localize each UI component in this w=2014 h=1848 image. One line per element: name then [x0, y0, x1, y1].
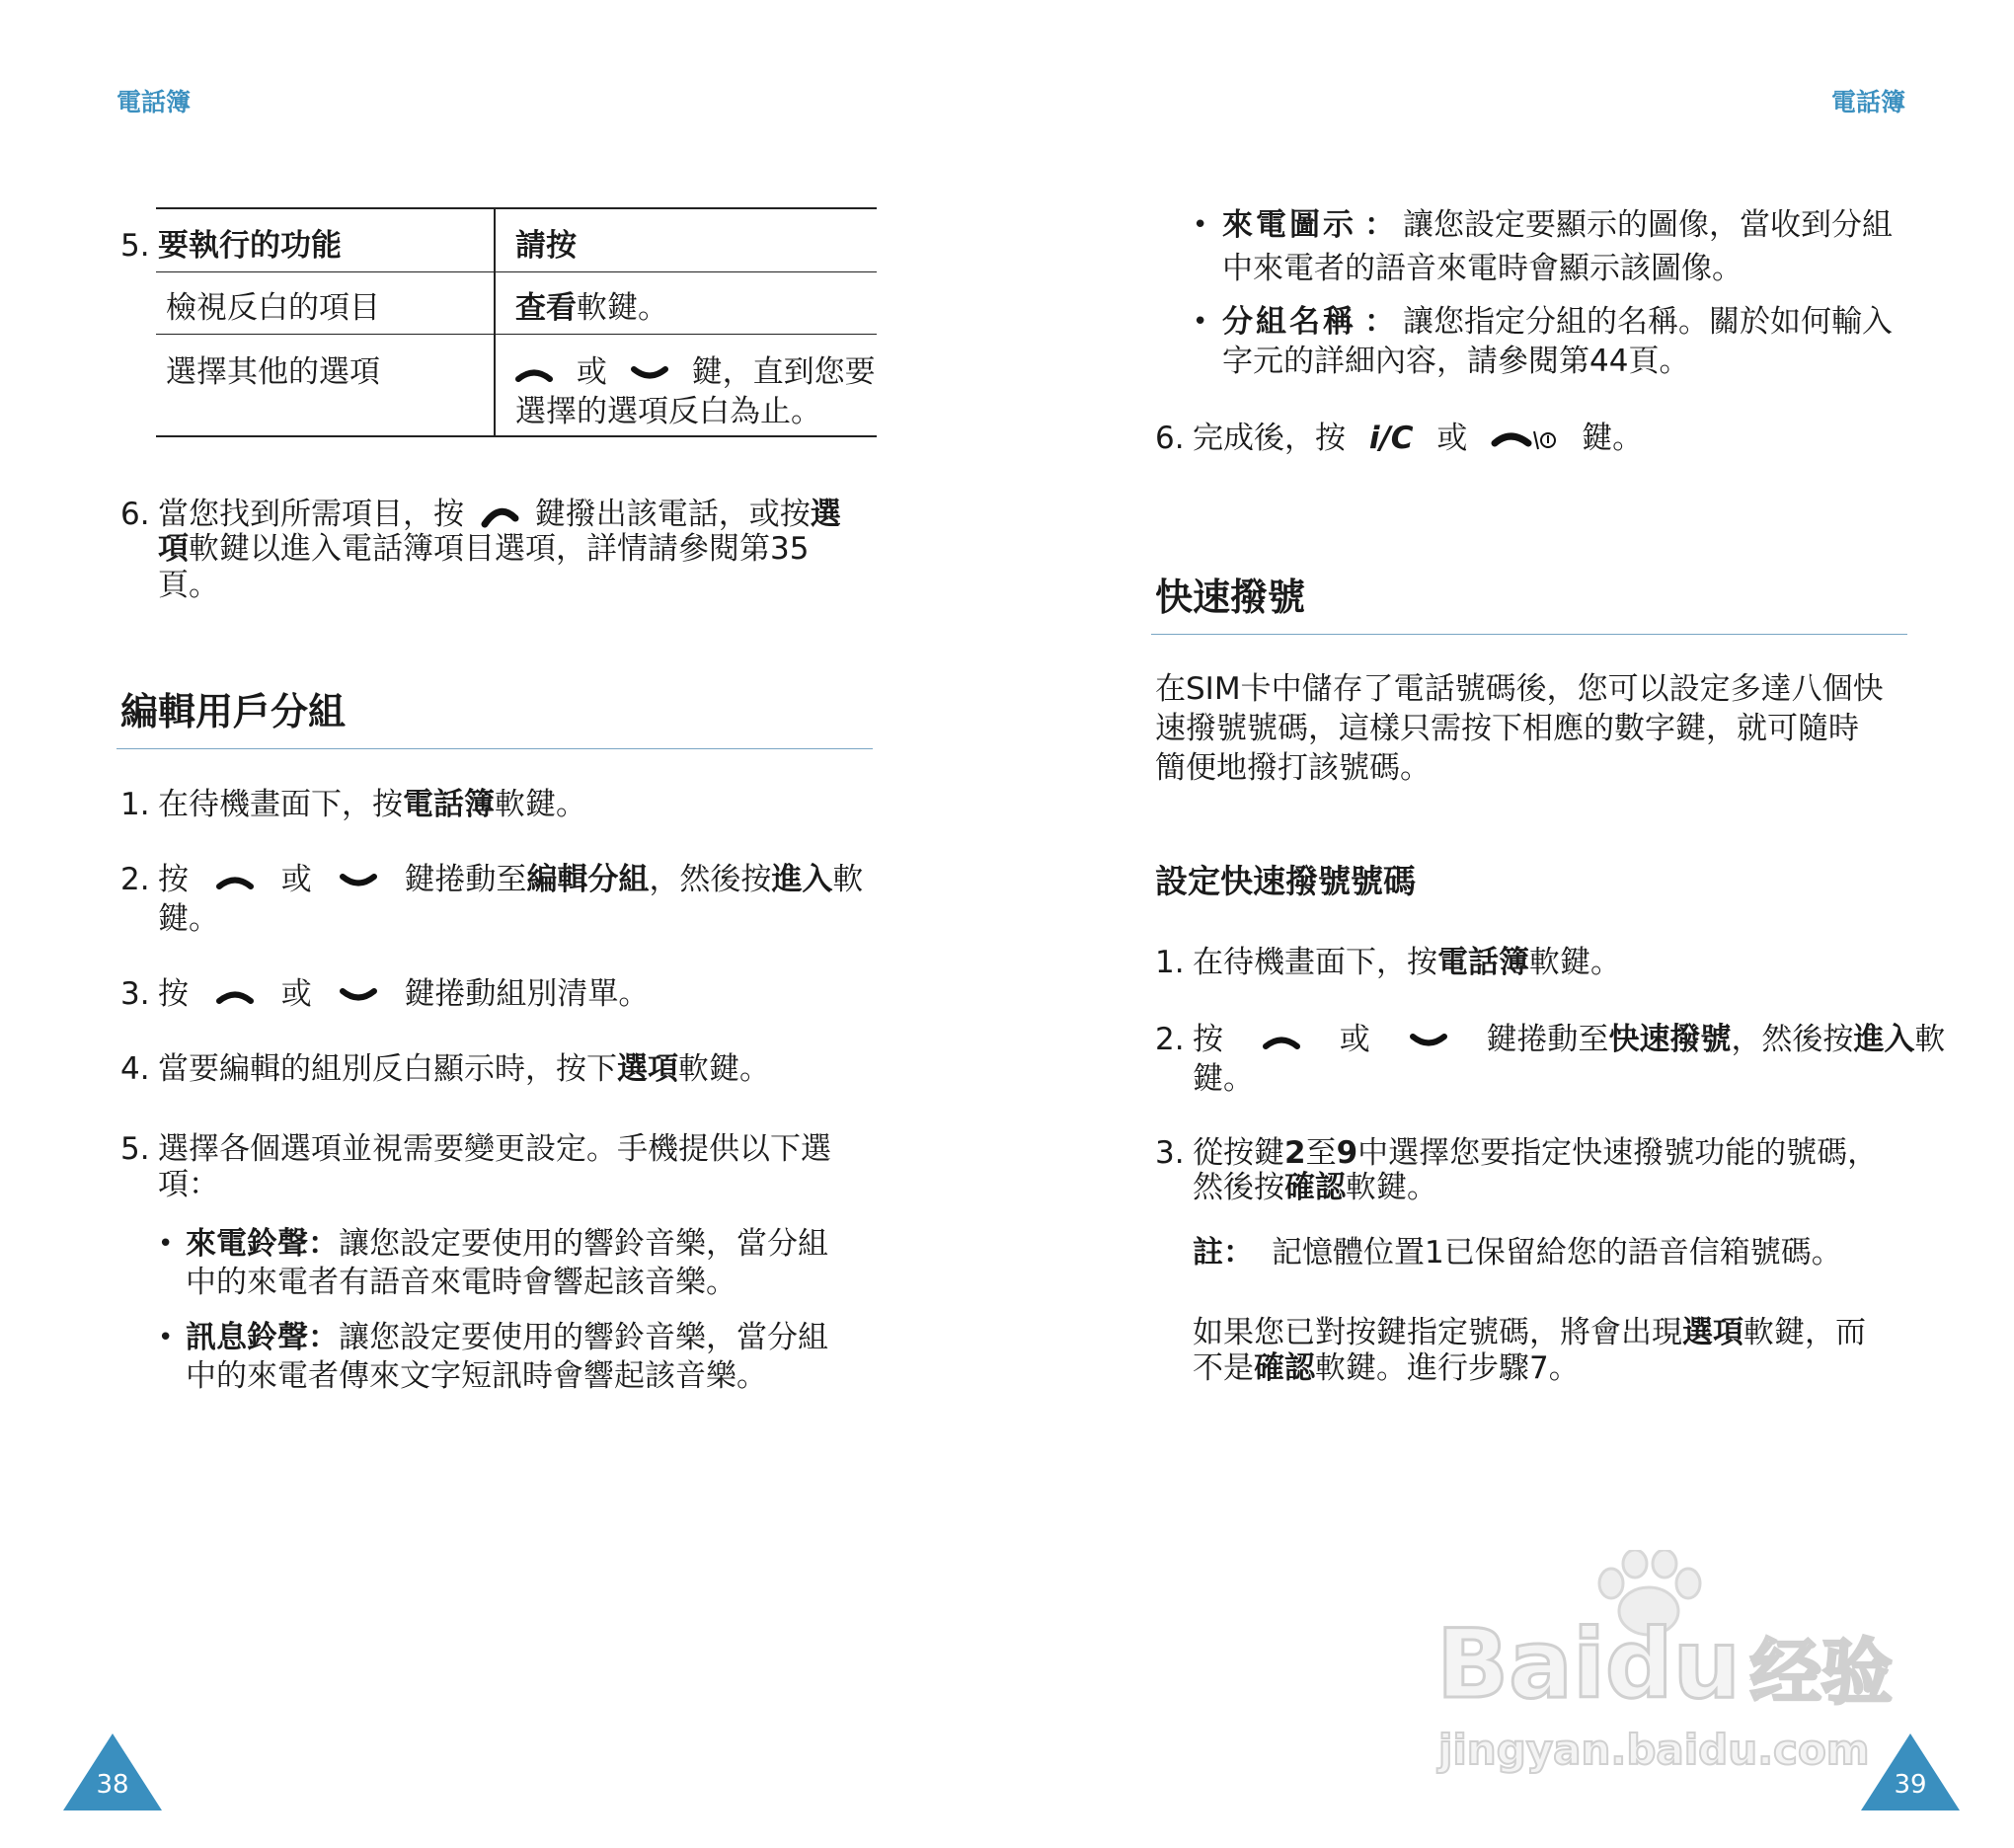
baidu-watermark: [1436, 1550, 1910, 1797]
speed-dial-intro-line1: 在SIM卡中儲存了電話號碼後，您可以設定多達八個快: [1155, 671, 1884, 707]
speed-step2-line1: 按 或 鍵捲動至快速撥號，然後按進入軟: [1193, 1022, 1946, 1057]
step-number: 3.: [1155, 1135, 1185, 1171]
bullet-message-tone-line2: 中的來電者傳來文字短訊時會響起該音樂。: [186, 1358, 767, 1394]
bullet-dot: •: [158, 1229, 174, 1259]
speed-step3-line2: 然後按確認軟鍵。: [1193, 1170, 1437, 1205]
step-number: 4.: [120, 1051, 150, 1087]
edit-step5-line2: 項：: [158, 1167, 219, 1202]
end-key-icon: [1491, 427, 1558, 453]
table-header-rule: [156, 271, 877, 272]
step-number: 3.: [120, 976, 150, 1012]
bullet-dot: •: [1193, 307, 1208, 337]
table-cell-select-action-line2: 選擇的選項反白為止。: [515, 394, 821, 429]
speed-step1: 在待機畫面下，按電話簿軟鍵。: [1193, 945, 1621, 980]
watermark-du: du: [1604, 1609, 1741, 1720]
page-number: 38: [96, 1770, 129, 1800]
watermark-brand: Bai: [1436, 1609, 1605, 1720]
step-number: 5.: [120, 1131, 150, 1167]
speed-step3-line1: 從按鍵2至9中選擇您要指定快速撥號功能的號碼，: [1193, 1135, 1879, 1171]
table-cell-select-action: 或 鍵，直到您要: [515, 352, 876, 392]
speed-step2-line2: 鍵。: [1193, 1061, 1254, 1097]
bullet-dot: •: [1193, 210, 1208, 240]
step6-line1: 當您找到所需項目，按 鍵撥出該電話，或按選: [158, 497, 841, 532]
watermark-url: jingyan.baidu.com: [1438, 1726, 1870, 1774]
edit-step5-line1: 選擇各個選項並視需要變更設定。手機提供以下選: [158, 1131, 831, 1167]
edit-step2-line2: 鍵。: [158, 901, 219, 937]
up-key-icon: [515, 364, 553, 384]
bullet-dot: •: [158, 1323, 174, 1352]
step-number: 6.: [120, 497, 150, 532]
up-key-icon: [216, 872, 254, 891]
table-header-function: 要執行的功能: [158, 228, 342, 264]
table-cell-view-highlighted: 檢視反白的項目: [166, 290, 380, 326]
bullet-ringtone-line1: 來電鈴聲：讓您設定要使用的響鈴音樂，當分組: [186, 1226, 828, 1262]
note: 註： 記憶體位置1已保留給您的語音信箱號碼。: [1193, 1235, 1842, 1270]
step6-line2: 項軟鍵以進入電話簿項目選項，詳情請參閱第35: [158, 531, 810, 567]
watermark-cn: 经验: [1749, 1631, 1893, 1714]
edit-step1: 在待機畫面下，按電話簿軟鍵。: [158, 787, 586, 822]
step-number: 2.: [1155, 1022, 1185, 1057]
table-row-rule: [156, 334, 877, 335]
speed-dial-intro-line3: 簡便地撥打該號碼。: [1155, 750, 1431, 786]
running-header-right: 電話簿: [1831, 88, 1906, 116]
section-title-speed-dial: 快速撥號: [1155, 576, 1306, 619]
step-number: 1.: [120, 787, 150, 822]
down-key-icon: [631, 364, 668, 384]
bullet-group-name-line2: 字元的詳細內容，請參閱第44頁。: [1222, 344, 1690, 379]
step-number: 2.: [120, 862, 150, 897]
table-column-divider: [494, 207, 496, 436]
table-cell-view-action: 查看軟鍵。: [515, 290, 668, 326]
down-key-icon: [340, 986, 377, 1006]
bullet-ringtone-line2: 中的來電者有語音來電時會響起該音樂。: [186, 1265, 736, 1300]
table-bottom-rule: [156, 435, 877, 437]
up-key-icon: [1263, 1032, 1300, 1051]
send-key-icon: [480, 504, 519, 528]
section-rule: [1151, 634, 1907, 635]
bullet-group-name-line1: 分組名稱 ： 讓您指定分組的名稱。關於如何輸入: [1222, 304, 1893, 340]
speed-para-line2: 不是確認軟鍵。進行步驟7。: [1193, 1350, 1580, 1386]
step6-line3: 頁。: [158, 568, 219, 603]
step-number: 1.: [1155, 945, 1185, 980]
page-number: 39: [1894, 1770, 1927, 1800]
bullet-caller-image-line2: 中來電者的語音來電時會顯示該圖像。: [1222, 251, 1743, 286]
edit-step4: 當要編輯的組別反白顯示時，按下選項軟鍵。: [158, 1051, 770, 1087]
subsection-title-set-speed-dial: 設定快速撥號號碼: [1155, 862, 1416, 900]
table-header-press: 請按: [515, 228, 577, 264]
cancel-key-icon: i/C: [1368, 421, 1414, 456]
down-key-icon: [1410, 1032, 1447, 1051]
down-key-icon: [340, 872, 377, 891]
section-rule: [116, 748, 873, 749]
edit-step3: 按 或 鍵捲動組別清單。: [158, 976, 650, 1012]
running-header-left: 電話簿: [116, 88, 192, 116]
table-cell-select-other: 選擇其他的選項: [166, 354, 380, 390]
table-top-rule: [156, 207, 877, 209]
section-title-edit-groups: 編輯用戶分組: [120, 690, 347, 733]
speed-para-line1: 如果您已對按鍵指定號碼，將會出現選項軟鍵，而: [1193, 1315, 1866, 1350]
edit-step2-line1: 按 或 鍵捲動至編輯分組，然後按進入軟: [158, 862, 864, 897]
finish-step6: 完成後，按 i/C 或 鍵。: [1193, 421, 1644, 456]
bullet-caller-image-line1: 來電圖示 ： 讓您設定要顯示的圖像，當收到分組: [1222, 207, 1893, 243]
up-key-icon: [216, 986, 254, 1006]
bullet-message-tone-line1: 訊息鈴聲：讓您設定要使用的響鈴音樂，當分組: [186, 1320, 828, 1355]
speed-dial-intro-line2: 速撥號號碼，這樣只需按下相應的數字鍵，就可隨時: [1155, 711, 1859, 746]
step-number: 5.: [120, 228, 150, 264]
step-number: 6.: [1155, 421, 1185, 456]
